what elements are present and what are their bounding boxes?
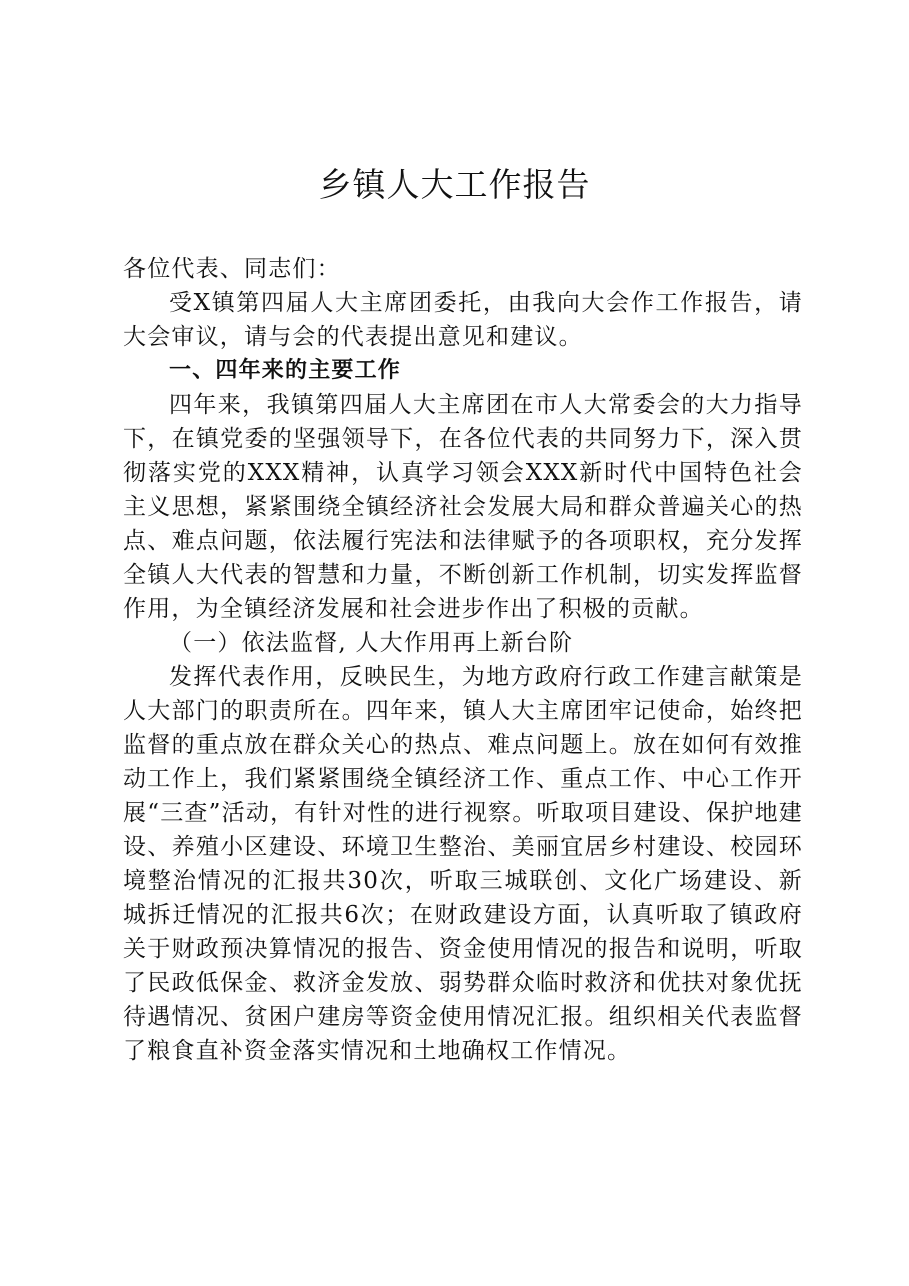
document-title: 乡镇人大工作报告 <box>318 165 591 204</box>
subsection-heading: （一）依法监督, 人大作用再上新台阶 <box>169 630 574 656</box>
document-body <box>123 252 803 1068</box>
subsection-paragraph: 发挥代表作用，反映民生，为地方政府行政工作建言献策是人大部门的职责所在。四年来，镇人大主席团牢记使命，始终把监督的重点放在群众关心的热点、难点问题上。放在如何有效推动工作上，我们紧紧围绕全镇经济工作、重点工作、中心工作开展“三查”活动，有针对性的进行视察。听取项目建设、保护地建设、养殖小区建设、环境卫生整治、美丽宜居乡村建设、校园环境整治情况的汇报共30次，听取三城联创、文化广场建设、新城拆迁情况的汇报共6次；在财政建设方面，认真听取了镇政府关于财政预决算情况的报告、资金使用情况的报告和说明，听取了民政低保金、救济金发放、弱势群众临时救济和优扶对象优抚待遇情况、贫困户建房等资金使用情况汇报。组织相关代表监督了粮食直补资金落实情况和土地确权工作情况。 <box>123 664 803 1064</box>
section-paragraph: 四年来，我镇第四届人大主席团在市人大常委会的大力指导下，在镇党委的坚强领导下，在各位代表的共同努力下，深入贯彻落实党的XXX精神，认真学习领会XXX新时代中国特色社会主义思想，紧紧围绕全镇经济社会发展大局和群众普遍关心的热点、难点问题，依法履行宪法和法律赋予的各项职权，充分发挥全镇人大代表的智慧和力量，不断创新工作机制，切实发挥监督作用，为全镇经济发展和社会进步作出了积极的贡献。 <box>123 392 803 622</box>
section-heading: 一、四年来的主要工作 <box>169 358 402 383</box>
intro-paragraph: 受X镇第四届人大主席团委托，由我向大会作工作报告，请大会审议，请与会的代表提出意见和建议。 <box>123 290 803 350</box>
salutation: 各位代表、同志们： <box>123 256 341 282</box>
